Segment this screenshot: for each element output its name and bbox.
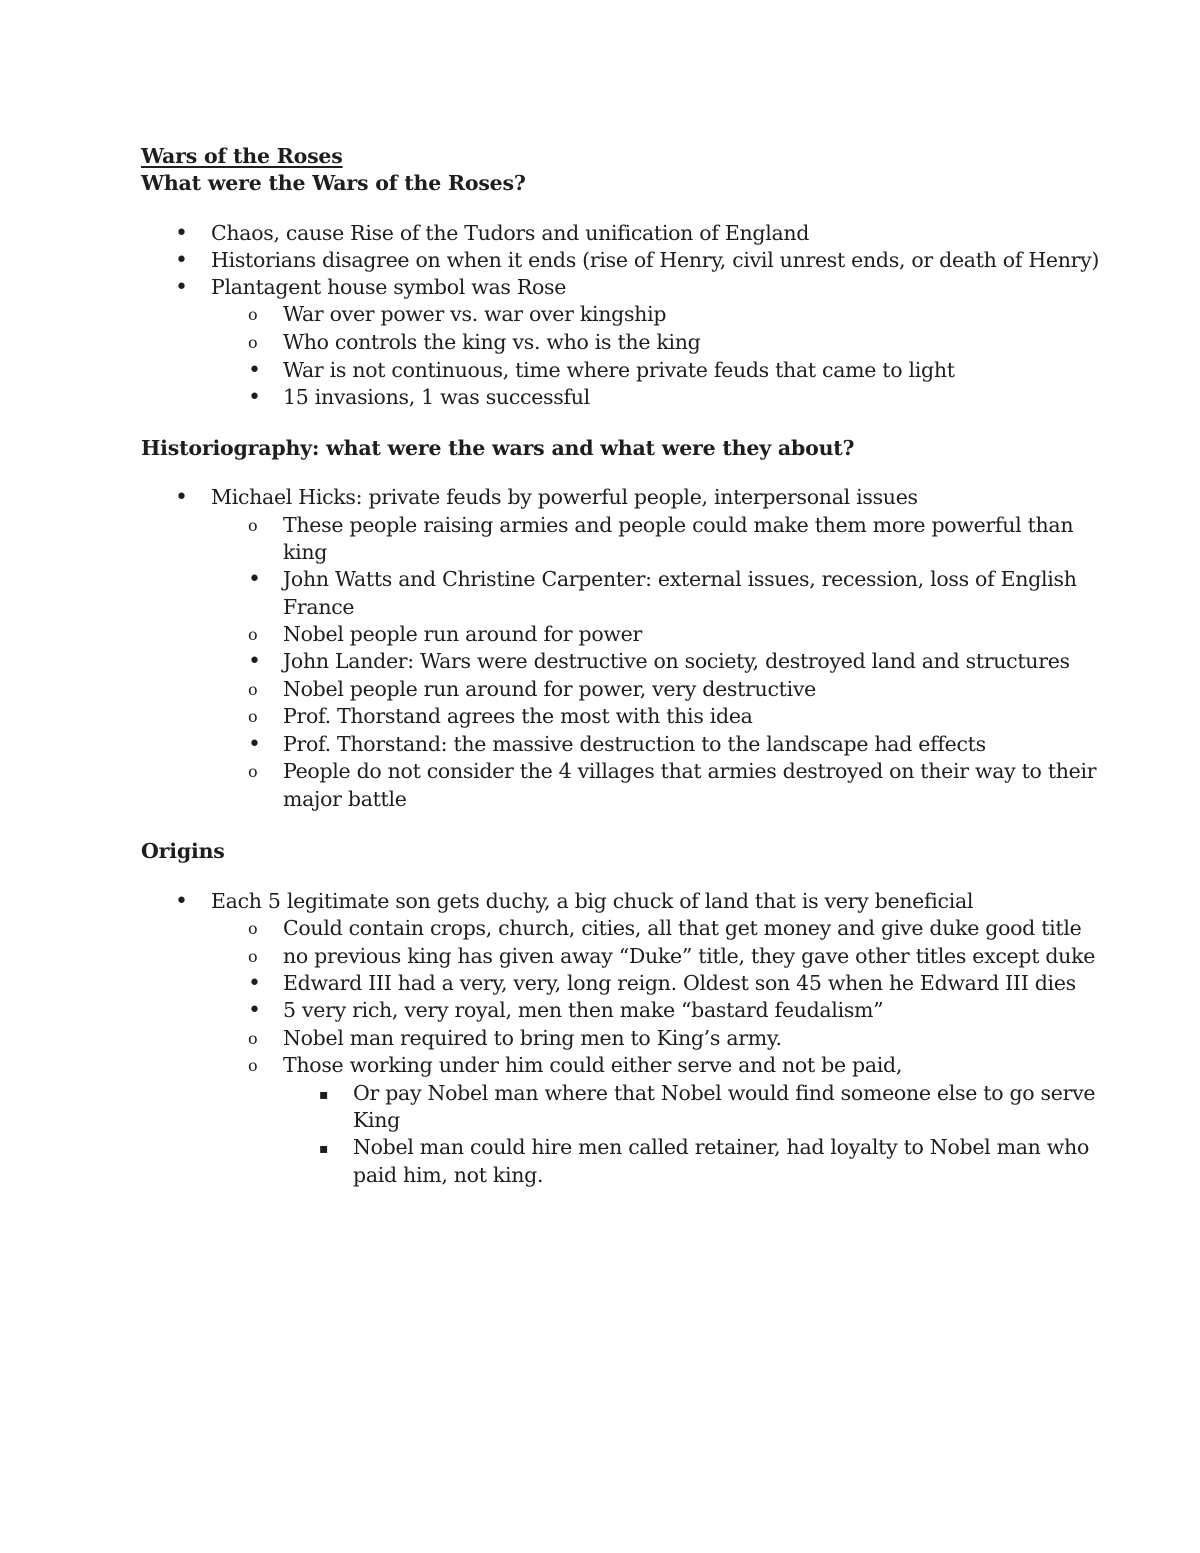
list-item: Or pay Nobel man where that Nobel would find someone else to go serve [353, 1081, 1096, 1105]
list-item: Plantagent house symbol was Rose [211, 275, 567, 299]
sub-bullet-marker [248, 943, 258, 970]
bullet-marker [175, 274, 188, 302]
bullet-marker [175, 247, 188, 275]
section-heading-what-were: What were the Wars of the Roses? [141, 171, 526, 195]
list-item: War is not continuous, time where private feuds that came to light [283, 358, 955, 382]
sub-bullet-marker [248, 1052, 258, 1079]
list-item: Could contain crops, church, cities, all that get money and give duke good title [283, 916, 1082, 940]
list-item-continuation: king [283, 540, 328, 564]
list-item: Each 5 legitimate son gets duchy, a big chuck of land that is very beneficial [211, 889, 974, 913]
sub-sub-bullet-marker [319, 1080, 329, 1109]
list-item: War over power vs. war over kingship [283, 302, 667, 326]
sub-bullet-marker [248, 329, 258, 356]
list-item: John Lander: Wars were destructive on society, destroyed land and structures [283, 649, 1070, 673]
bullet-marker [248, 566, 261, 594]
list-item: Nobel man required to bring men to King’s army. [283, 1026, 782, 1050]
section-heading-historiography: Historiography: what were the wars and what were they about? [141, 436, 855, 460]
sub-bullet-marker [248, 301, 258, 328]
list-item: Nobel man could hire men called retainer, had loyalty to Nobel man who [353, 1135, 1089, 1159]
list-item: People do not consider the 4 villages that armies destroyed on their way to their [283, 759, 1097, 783]
list-item: Nobel people run around for power [283, 622, 642, 646]
list-item: Those working under him could either serve and not be paid, [283, 1053, 903, 1077]
list-item-continuation: major battle [283, 787, 407, 811]
list-item: Historians disagree on when it ends (rise of Henry, civil unrest ends, or death of Henry) [211, 248, 1100, 272]
sub-sub-bullet-marker [319, 1134, 329, 1163]
list-item: no previous king has given away “Duke” title, they gave other titles except duke [283, 944, 1096, 968]
bullet-marker [175, 888, 188, 916]
bullet-marker [248, 997, 261, 1025]
bullet-marker [248, 384, 261, 412]
list-item: Who controls the king vs. who is the king [283, 330, 701, 354]
sub-bullet-marker [248, 758, 258, 785]
list-item: Nobel people run around for power, very destructive [283, 677, 816, 701]
bullet-marker [248, 648, 261, 676]
list-item-continuation: paid him, not king. [353, 1163, 544, 1187]
sub-bullet-marker [248, 676, 258, 703]
list-item: Prof. Thorstand: the massive destruction to the landscape had effects [283, 732, 986, 756]
list-item: 5 very rich, very royal, men then make “bastard feudalism” [283, 998, 884, 1022]
list-item: Edward III had a very, very, long reign. Oldest son 45 when he Edward III dies [283, 971, 1076, 995]
list-item: Chaos, cause Rise of the Tudors and unification of England [211, 221, 810, 245]
list-item: These people raising armies and people could make them more powerful than [283, 513, 1074, 537]
section-heading-origins: Origins [141, 839, 225, 863]
list-item-continuation: France [283, 595, 355, 619]
bullet-marker [248, 731, 261, 759]
document-title: Wars of the Roses [141, 144, 343, 168]
sub-bullet-marker [248, 621, 258, 648]
sub-bullet-marker [248, 512, 258, 539]
sub-bullet-marker [248, 915, 258, 942]
list-item: Michael Hicks: private feuds by powerful people, interpersonal issues [211, 485, 918, 509]
list-item-continuation: King [353, 1108, 400, 1132]
bullet-marker [175, 220, 188, 248]
list-item: 15 invasions, 1 was successful [283, 385, 590, 409]
sub-bullet-marker [248, 703, 258, 730]
list-item: John Watts and Christine Carpenter: external issues, recession, loss of English [283, 567, 1077, 591]
bullet-marker [175, 484, 188, 512]
bullet-marker [248, 357, 261, 385]
list-item: Prof. Thorstand agrees the most with this idea [283, 704, 753, 728]
sub-bullet-marker [248, 1025, 258, 1052]
bullet-marker [248, 970, 261, 998]
